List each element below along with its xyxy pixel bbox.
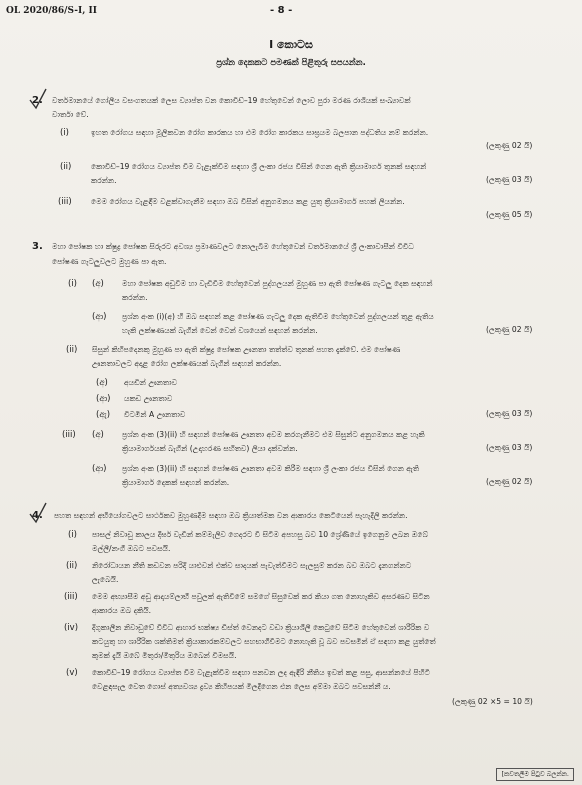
q4-ii-label: (ii) [66,561,78,571]
q3-ii-label: (ii) [66,345,78,355]
q3-iii-a-marks: (ලකුණු 03 යි) [486,443,533,452]
q3-ii-aa-text: යකඩ ඌනතාව [124,394,173,403]
q4-v-text1: කොවිඩ්–19 රෝගය ව්‍යාප්ත වීම වැළැක්වීම සඳහා පනවන ලද ඇඳිරි නීතිය ඉවත් කළ පසු, ආසන්නයේ පිහිටි [92,668,430,677]
q2-ii-marks: (ලකුණු 03 යි) [486,175,533,184]
q3-ii-aa-label: (ආ) [96,394,111,404]
q3-ii-text2: ඌනතාවලට අදාළ රෝග ලක්ෂණයක් බැගින් සඳහන් කරන්න. [92,359,282,368]
q3-i-aa-text2: හැකි ලක්ෂණයක් බැගින් වෙන් වෙන් වශයෙන් සඳහන් කරන්න. [122,326,318,335]
question-4-number: 4. [32,510,43,521]
q3-ii-a-label: (අ) [96,378,108,388]
q3-iii-a-text1: ප්‍රශ්න අංක (3)(ii) හි සඳහන් පෝෂණ ඌනතා අවම කරගැනීමට එම සිසුන්ට අනුගමනය කළ හැකි [122,430,425,439]
q3-intro-line1: මහා පෝෂක හා ක්ෂුද්‍ර පෝෂක සිරුරට අවශ්‍ය ප්‍රමාණවලට නොලැබීම හේතුවෙන් වර්තමානයේ ශ්‍රී ලංකාවාසීන් විවිධ [52,242,414,251]
instruction: ප්‍රශ්න දෙකකට පමණක් පිළිතුරු සපයන්න. [216,58,366,68]
q3-ii-ae-text: විටමින් A ඌනතාව [124,410,186,419]
q4-iv-text1: දිගුකාලීන නිවාඩුවේ විවිධ ආහාර භක්ෂ්‍ය ඩිස්ත් වෙනදට වඩා ක්‍රියාශීලී කෙටුවේ සිටීම හේතුවෙන් ශාරීරික ව [92,623,430,632]
q3-i-aa-text1: ප්‍රශ්න අංක (i)(අ) හි ඔබ සඳහන් කළ පෝෂණ ගැටලු දෙක ඇතිවීම හේතුවෙන් පුද්ගලයන් තුළ ඇතිය [122,312,434,321]
q4-iii-text1: මෙම අභ්‍යාසීම අඩු ආදායම්ලාභී පවුලක් ඇතිවීමේ සමගේ සිසුවෙක් කර කියා ගත නොහැකිව අසරණව සිටින [92,592,430,601]
q4-ii-text2: ලැබෙයි. [92,575,119,584]
q3-i-aa-label: (ආ) [92,312,107,322]
q3-i-label: (i) [68,279,77,289]
q3-iii-a-text2: ක්‍රියාමාර්ගයක් බැගින් (උදාහරණ සහිතව) ලියා දක්වන්න. [122,444,298,453]
q3-iii-label: (iii) [62,430,76,440]
q3-iii-aa-marks: (ලකුණු 02 යි) [486,477,533,486]
q2-ii-text1: කොවිඩ්–19 රෝගය ව්‍යාප්ත වීම වැළැක්වීම සඳහා ශ්‍රී ලංකා රජය විසින් ගෙන ඇති ක්‍රියාමාර්ග තුනක් සඳහන් [91,162,427,171]
q4-i-text1: පාසල් නිවාඩු කාලය දීර්ඝ වැඩීන් කම්මැලිව ගෙදරට වී සිටීම අපහසු බව 10 ශ්‍රේණියේ ඉගෙනුම ලබන ඔබේ [92,530,429,539]
q4-i-label: (i) [68,530,77,540]
q2-iii-label: (iii) [58,197,72,207]
part-title: I කොටස [269,38,313,51]
page-number: - 8 - [270,5,293,16]
question-3-number: 3. [32,241,43,252]
q3-intro-line2: පෝෂණ ගැටලුවලට මුහුණ පා ඇත. [52,257,167,266]
q4-iv-text2: කටයුතු හා ශාරීරික ශක්තිමත් ක්‍රියාකාරකම්වලට සහභාගීවීමට නොහැකි වූ බව පවසමින් ඒ සඳහා කළ යුත්තේ [92,637,436,646]
q2-iii-text: මෙම රෝගය වැළඳීම වළක්වාගැනීම සඳහා ඔබ විසින් අනුගමනය කළ යුතු ක්‍රියාමාර්ග පහක් ලියන්න. [91,197,405,206]
q3-ii-a-text: අයඩින් ඌනතාව [124,378,178,387]
q4-intro: පහත සඳහන් අභියෝගවලට සාර්ථකව මුහුණදීම සඳහා ඔබ ක්‍රියාත්මක වන ආකාරය කෙටියෙන් පැහැදිලි කරන්න. [54,511,408,520]
q4-v-text2: වෙළඳසැල වෙත ගොස් අත්‍යවශ්‍ය ද්‍රව්‍ය කිහිපයක් මිලදීගෙන එන ලෙස අම්මා ඔබට පවසන්නී ය. [92,682,391,691]
q2-ii-label: (ii) [60,162,72,172]
q3-i-a-text1: මහා පෝෂක අඩුවීම හා වැඩිවීම හේතුවෙන් පුද්ගලයන් මුහුණ පා ඇති පෝෂණ ගැටලු දෙක සඳහන් [122,279,433,288]
q2-i-marks: (ලකුණු 02 යි) [486,141,533,150]
q2-ii-text2: කරන්න. [91,176,117,185]
paper-code: OL 2020/86/S-I, II [6,6,97,16]
q3-iii-aa-text2: ක්‍රියාමාර්ග දෙකක් සඳහන් කරන්න. [122,478,230,487]
q4-iv-text3: කුමක් දැයි ඔබේ මිතුරා/මිතුරිය ඔබෙන් විමසයි. [92,651,237,660]
q4-iii-text2: ආකාරය ඔබ දකියි. [92,606,152,615]
q4-v-label: (v) [66,668,78,678]
q2-i-text: ඉහත රෝගය සඳහා මූලිකවන රෝග කාරකය හා එම රෝග කාරකය සාඝ්‍රයම බලපාන පද්ධතිය නම් කරන්න. [91,128,429,137]
q4-i-text2: මල්ලී/නංගී ඔබට පවසයි. [92,544,171,553]
q2-intro-line1: වර්තමානයේ ගෝලීය වසංගතයක් ලෙස ව්‍යාප්ත වන කොවිඩ්–19 හේතුවෙන් ලොව පුරා මරණ රාශියක් සංඛ්‍යාවක් [52,96,411,105]
q3-i-a-label: (අ) [92,279,104,289]
q2-i-label: (i) [60,128,69,138]
q3-iii-aa-text1: ප්‍රශ්න අංක (3)(ii) හි සඳහන් පෝෂණ ඌනතා අවම කිරීම සඳහා ශ්‍රී ලංකා රජය විසින් ගෙන ඇති [122,464,420,473]
q4-ii-text1: නිරෝධායන නීති කඩවන පරිදි යාළුවන් එක්ව සාදයක් පැවැත්වීමට සැලසුම් කරන බව ඔබට දැනගන්නට [92,561,412,570]
q3-iii-aa-label: (ආ) [92,464,107,474]
q3-i-aa-marks: (ලකුණු 02 යි) [486,325,533,334]
question-2-number: 2. [32,95,43,106]
q3-ii-ae-label: (ඇ) [96,410,111,420]
next-page-stamp: [කවතලීම පිටුව බලන්න. [496,768,574,781]
q3-i-a-text2: කරන්න. [122,293,148,302]
q3-ii-marks: (ලකුණු 03 යි) [486,409,533,418]
q3-ii-text1: සිසුන් කිහිපදෙනකු මුහුණ පා ඇති ක්ෂුද්‍ර පෝෂක ඌනතා තත්ත්ව තුනක් පහත දැක්වේ. එම පෝෂණ [92,345,401,354]
q3-iii-a-label: (අ) [92,430,104,440]
q4-marks: (ලකුණු 02 ×5 = 10 යි) [452,697,533,706]
q2-iii-marks: (ලකුණු 05 යි) [486,210,533,219]
q4-iii-label: (iii) [64,592,78,602]
q4-iv-label: (iv) [64,623,79,633]
q2-intro-line2: වාර්තා වේ. [52,110,89,119]
